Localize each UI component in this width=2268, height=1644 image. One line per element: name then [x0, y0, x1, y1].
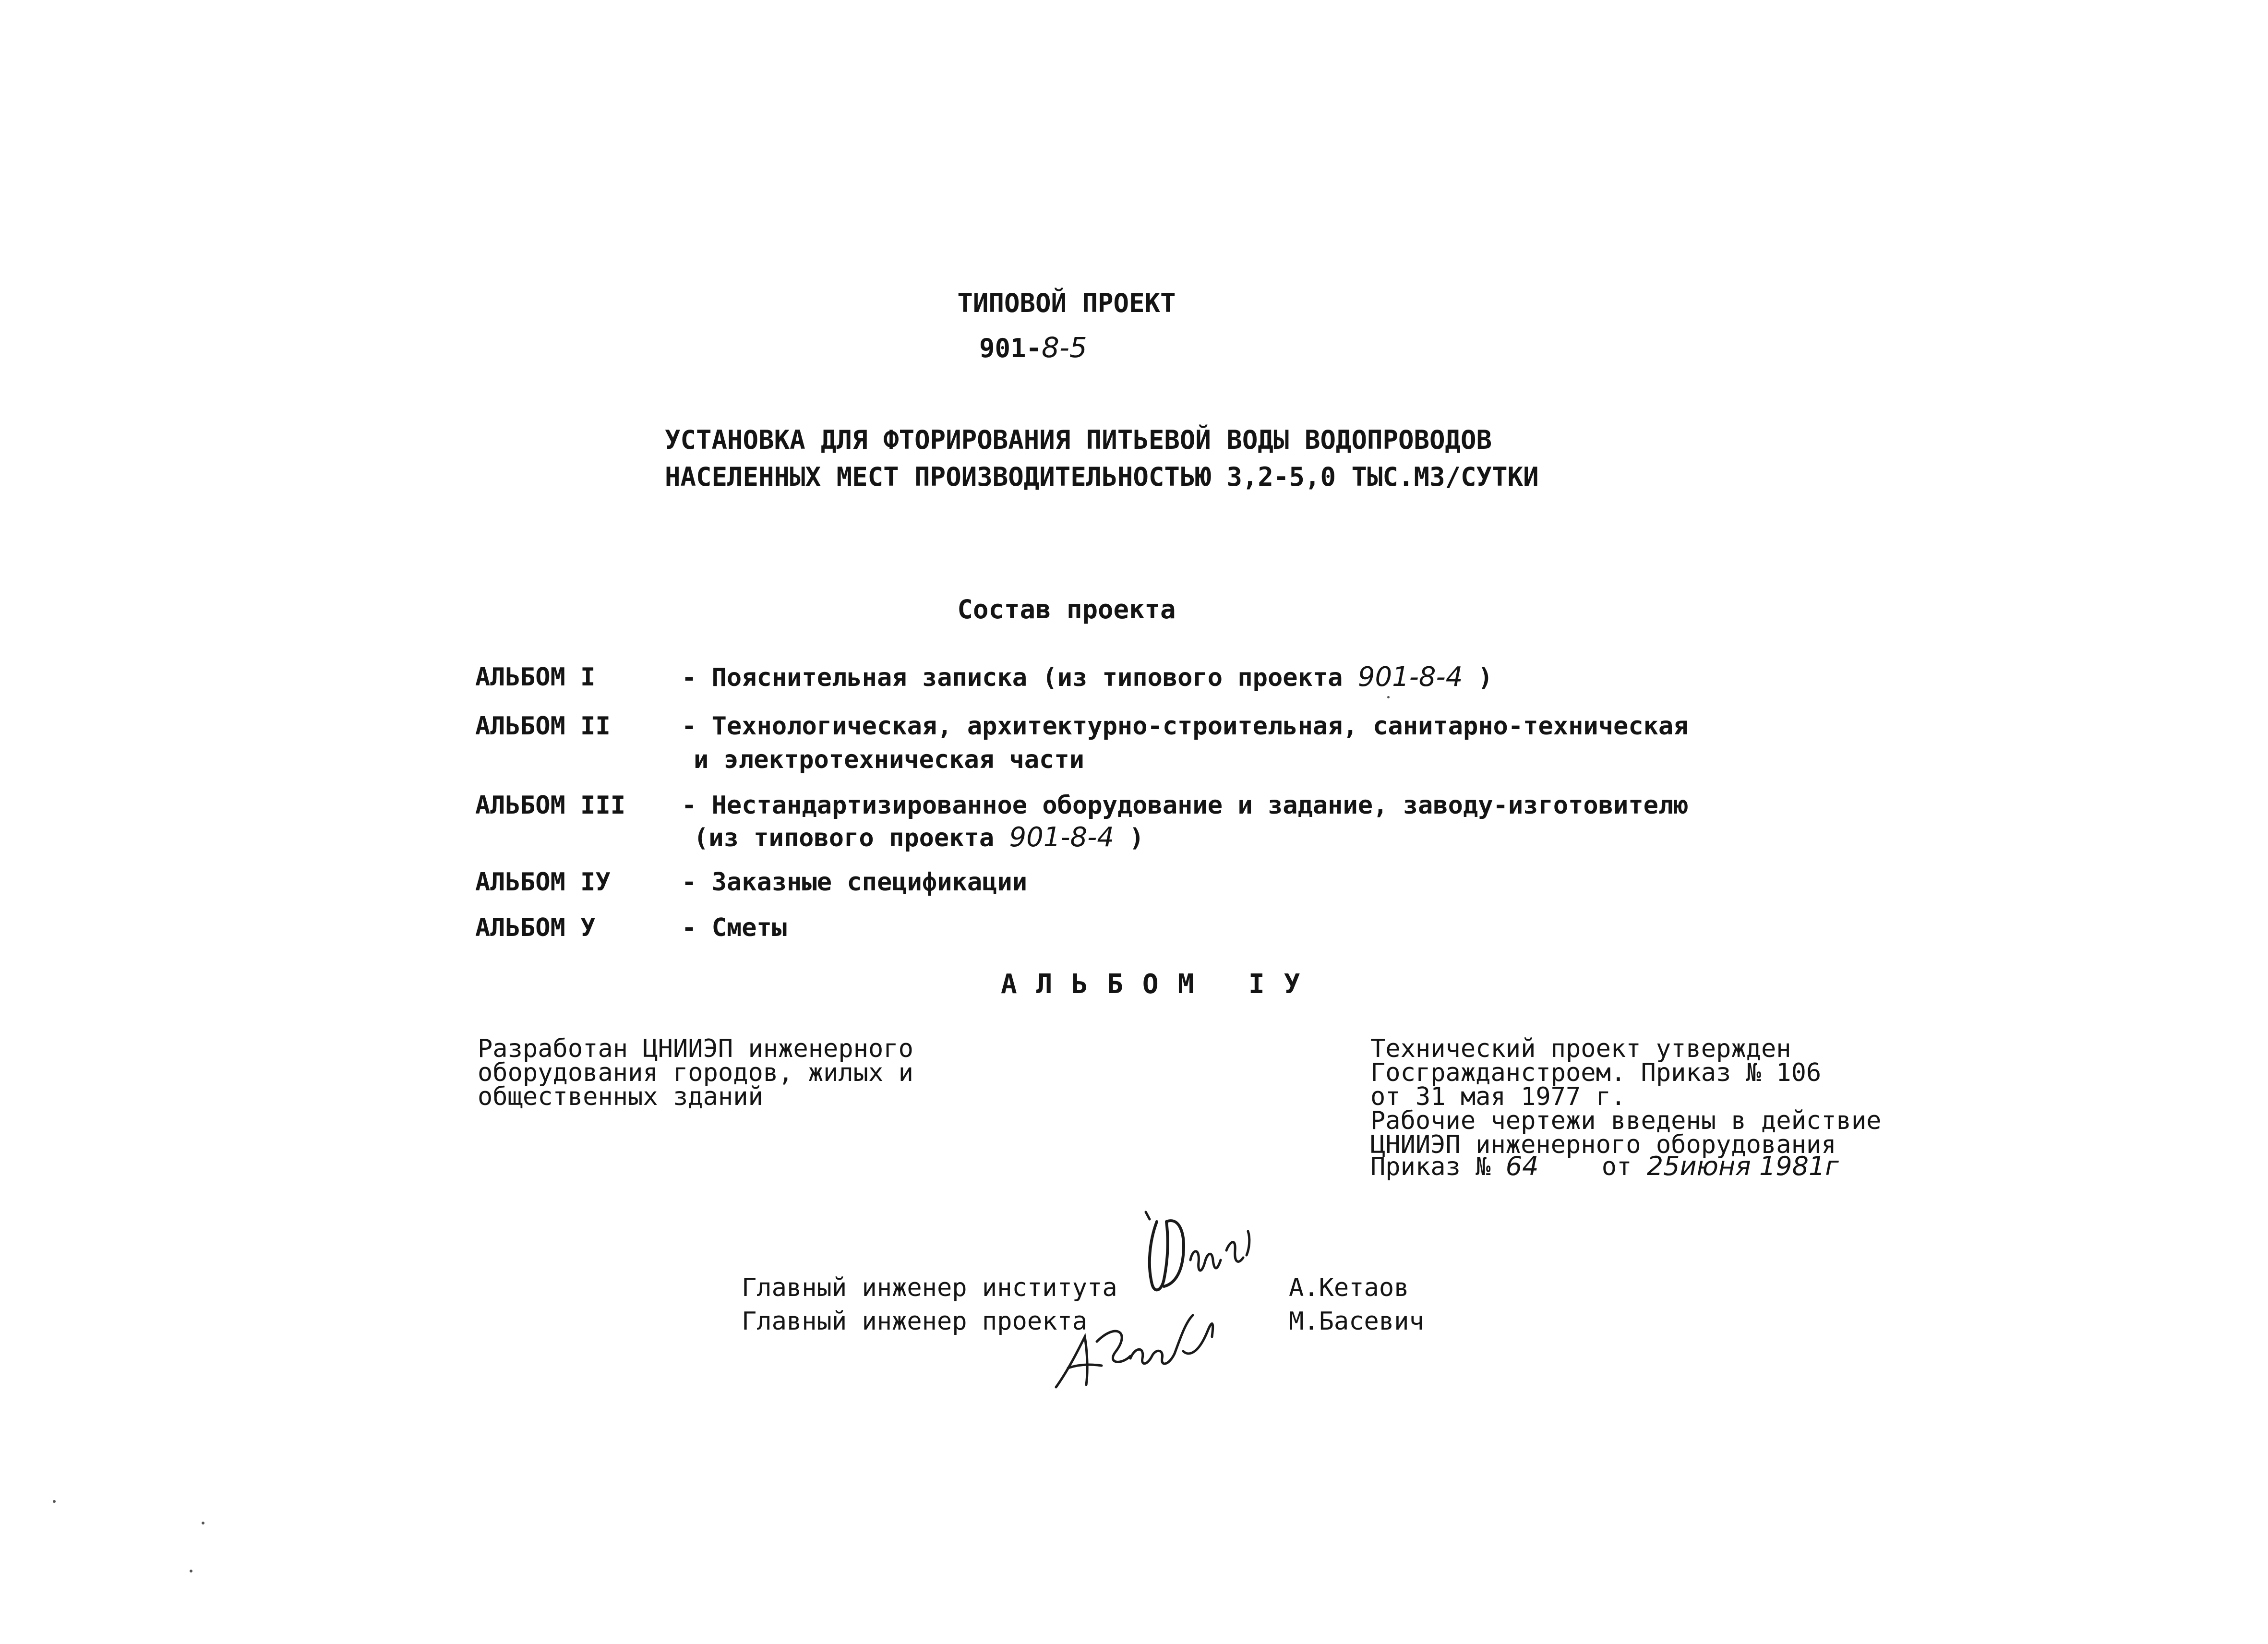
scan-speck — [202, 1522, 204, 1524]
album-label: АЛЬБОМ I — [475, 663, 596, 692]
scan-speck — [1387, 696, 1390, 698]
handwritten-order-number: 64 — [1505, 1151, 1539, 1181]
approval-line3: от 31 мая 1977 г. — [1370, 1082, 1626, 1111]
album-description: - Сметы — [682, 913, 787, 942]
developer-line3: общественных зданий — [478, 1082, 763, 1111]
signature-name-2: М.Басевич — [1289, 1307, 1424, 1336]
album-description: - Нестандартизированное оборудование и задание, заводу-изготовителю — [682, 791, 1689, 820]
developer-line1: Разработан ЦНИИЭП инженерного — [478, 1034, 913, 1063]
signature-name-1: А.Кетаов — [1289, 1273, 1409, 1302]
project-number-prefix: 901- — [979, 333, 1042, 363]
approval-line5: ЦНИИЭП инженерного оборудования — [1370, 1130, 1836, 1159]
project-subject-line1: УСТАНОВКА ДЛЯ ФТОРИРОВАНИЯ ПИТЬЕВОЙ ВОДЫ ВОДОПРОВОДОВ — [665, 425, 1492, 455]
signature-role-2: Главный инженер проекта — [742, 1307, 1088, 1336]
developer-line2: оборудования городов, жилых и — [478, 1058, 913, 1087]
project-type-title: ТИПОВОЙ ПРОЕКТ — [957, 288, 1176, 318]
album-description: - Технологическая, архитектурно-строительная, санитарно-техническая — [682, 712, 1689, 741]
signature-chief-engineer-project — [1049, 1303, 1222, 1399]
composition-heading: Состав проекта — [957, 594, 1176, 624]
project-subject-line2: НАСЕЛЕННЫХ МЕСТ ПРОИЗВОДИТЕЛЬНОСТЬЮ 3,2-5,0 ТЫС.М3/СУТКИ — [665, 462, 1539, 492]
scan-speck — [190, 1570, 192, 1572]
album-title: АЛЬБОМ IУ — [1001, 969, 1320, 1000]
album-description-continued: (из типового проекта 901-8-4 ) — [694, 822, 1144, 853]
album-label: АЛЬБОМ II — [475, 712, 611, 741]
album-description-continued: и электротехническая части — [694, 745, 1084, 774]
project-number — [979, 331, 1087, 364]
approval-line1: Технический проект утвержден — [1370, 1034, 1791, 1063]
scan-speck — [53, 1500, 56, 1503]
album-description: - Заказные спецификации — [682, 868, 1028, 897]
project-number-handwritten: 8-5 — [1042, 331, 1087, 364]
handwritten-project-number: 901-8-4 — [1009, 822, 1115, 853]
handwritten-order-date: 25июня 1981г — [1646, 1151, 1839, 1181]
handwritten-project-number: 901-8-4 — [1357, 661, 1463, 693]
signature-role-1: Главный инженер института — [742, 1273, 1117, 1302]
album-label: АЛЬБОМ III — [475, 791, 626, 820]
signature-chief-engineer-institute — [1140, 1202, 1265, 1313]
album-label: АЛЬБОМ IУ — [475, 868, 611, 897]
approval-line4: Рабочие чертежи введены в действие — [1370, 1106, 1882, 1135]
album-description: - Пояснительная записка (из типового проекта 901-8-4 ) — [682, 661, 1493, 693]
approval-line2: Госгражданстроем. Приказ № 106 — [1370, 1058, 1822, 1087]
approval-line6: Приказ № 64 от 25июня 1981г — [1370, 1151, 1839, 1181]
album-label: АЛЬБОМ У — [475, 913, 596, 942]
